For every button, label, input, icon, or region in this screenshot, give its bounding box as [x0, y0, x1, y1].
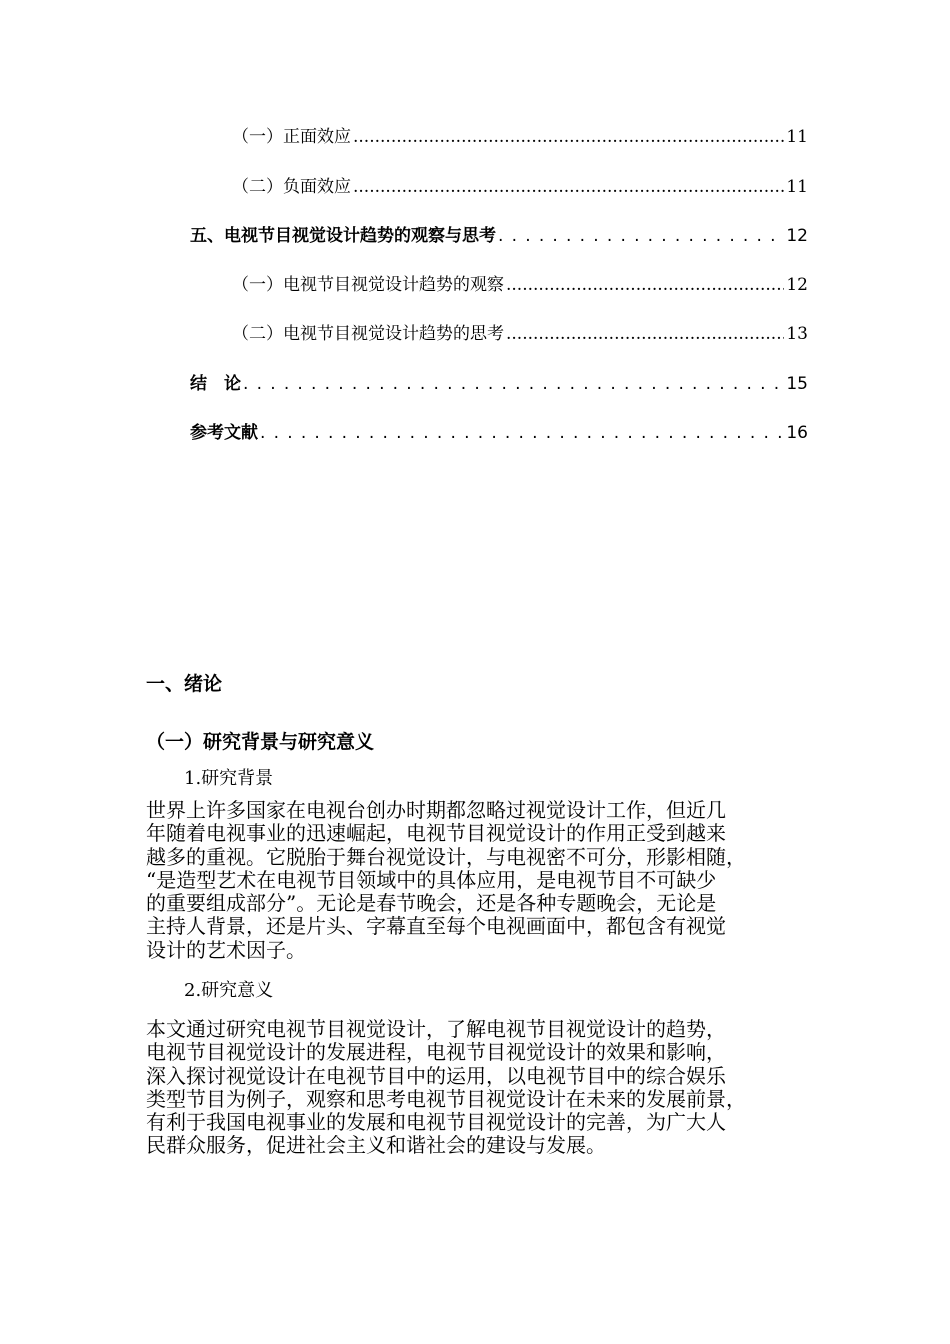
paragraph-research-significance	[146, 1018, 812, 1158]
paragraph-line: 世界上许多国家在电视台创办时期都忽略过视觉设计工作，但近几	[146, 798, 726, 822]
toc-page-number: 13	[786, 324, 808, 344]
paragraph-line: 电视节目视觉设计的发展进程，电视节目视觉设计的效果和影响，	[146, 1040, 726, 1065]
toc-dot-leader	[506, 270, 784, 300]
paragraph-line: 越多的重视。它脱胎于舞台视觉设计，与电视密不可分，形影相随，	[146, 844, 746, 869]
toc-entry-chapter[interactable]	[190, 221, 808, 251]
section-title: （一）研究背景与研究意义	[146, 731, 375, 753]
toc-dot-leader	[353, 122, 784, 152]
subsection-title: 2.研究意义	[184, 980, 274, 1001]
toc-dot-leader	[506, 319, 784, 349]
toc-page-number: 11	[786, 177, 808, 197]
toc-entry-label: （二）负面效应	[232, 177, 351, 197]
paragraph-line: 年随着电视事业的迅速崛起，电视节目视觉设计的作用正受到越来	[146, 821, 726, 846]
subsection-title: 1.研究背景	[184, 768, 274, 789]
paragraph-line: 主持人背景，还是片头、字幕直至每个电视画面中，都包含有视觉	[146, 914, 726, 939]
toc-entry[interactable]	[232, 319, 808, 349]
toc-page-number: 12	[786, 275, 808, 295]
toc-entry-label: 结 论	[190, 374, 241, 394]
paragraph-line: 深入探讨视觉设计在电视节目中的运用，以电视节目中的综合娱乐	[146, 1063, 726, 1088]
paragraph-line: 本文通过研究电视节目视觉设计，了解电视节目视觉设计的趋势，	[146, 1017, 726, 1041]
toc-entry-label: （一）正面效应	[232, 127, 351, 147]
toc-dot-leader	[260, 418, 784, 448]
paragraph-line: 民群众服务，促进社会主义和谐社会的建设与发展。	[146, 1133, 606, 1158]
paragraph-line: “是造型艺术在电视节目领域中的具体应用，是电视节目不可缺少	[146, 867, 717, 892]
toc-entry[interactable]	[232, 122, 808, 152]
toc-entry-chapter[interactable]	[190, 369, 808, 399]
toc-page-number: 15	[786, 374, 808, 394]
toc-dot-leader	[243, 369, 784, 399]
toc-entry-label: 五、电视节目视觉设计趋势的观察与思考	[190, 226, 496, 246]
toc-entry[interactable]	[232, 270, 808, 300]
toc-entry-label: （二）电视节目视觉设计趋势的思考	[232, 324, 504, 344]
toc-entry-chapter[interactable]	[190, 418, 808, 448]
paragraph-line: 有利于我国电视事业的发展和电视节目视觉设计的完善，为广大人	[146, 1110, 726, 1135]
paragraph-research-background	[146, 799, 812, 962]
toc-dot-leader	[353, 172, 784, 202]
toc-entry-label: （一）电视节目视觉设计趋势的观察	[232, 275, 504, 295]
chapter-title: 一、绪论	[146, 673, 223, 695]
toc-entry[interactable]	[232, 172, 808, 202]
paragraph-line: 的重要组成部分”。无论是春节晚会，还是各种专题晚会，无论是	[146, 891, 717, 916]
paragraph-line: 设计的艺术因子。	[146, 937, 306, 962]
paragraph-line: 类型节目为例子，观察和思考电视节目视觉设计在未来的发展前景，	[146, 1086, 746, 1111]
toc-page-number: 16	[786, 423, 808, 443]
toc-page-number: 11	[786, 127, 808, 147]
toc-dot-leader	[498, 221, 784, 251]
toc-page-number: 12	[786, 226, 808, 246]
toc-entry-label: 参考文献	[190, 423, 258, 443]
